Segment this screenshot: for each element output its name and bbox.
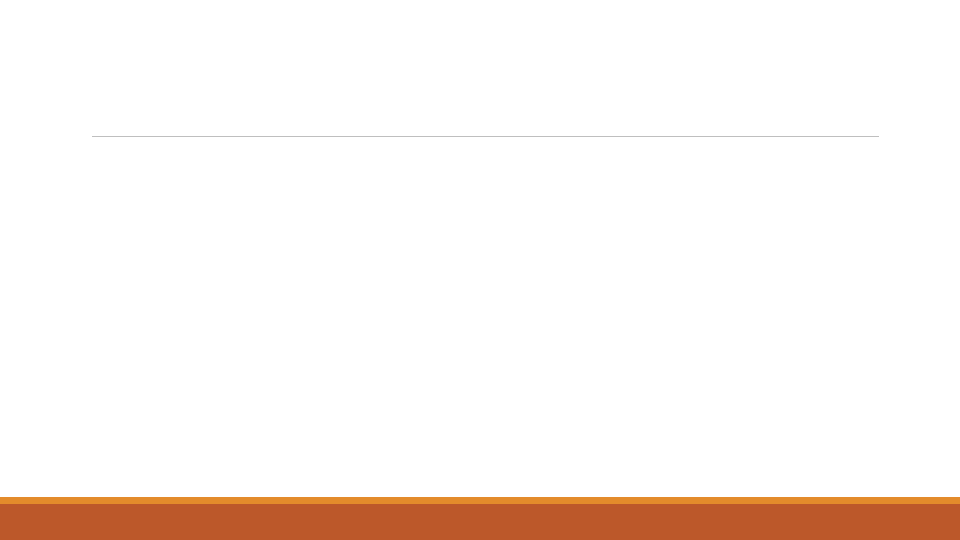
social-skills-list bbox=[93, 168, 473, 178]
title-divider bbox=[92, 136, 879, 137]
accent-bar bbox=[0, 497, 960, 504]
footer-bar bbox=[0, 504, 960, 540]
physical-skills-list bbox=[497, 173, 897, 184]
educational-skills-list bbox=[497, 250, 897, 261]
